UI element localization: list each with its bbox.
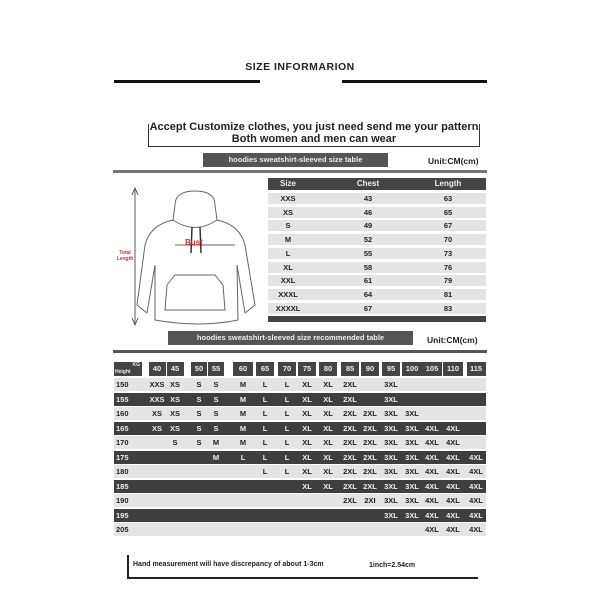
header-size: Size <box>279 179 296 188</box>
hoodie-diagram <box>115 185 265 330</box>
size-cell: S <box>285 221 291 231</box>
size-cell: 3XL <box>384 380 398 389</box>
size-cell: 4XL <box>446 481 460 491</box>
size-cell: S <box>196 380 202 389</box>
header-chest: Chest <box>356 179 380 188</box>
length-cell: 83 <box>443 303 453 313</box>
size-cell: XXS <box>149 394 165 404</box>
height-cell: 155 <box>116 394 129 404</box>
weight-header: 100 <box>402 362 422 376</box>
weight-header: 85 <box>341 362 359 376</box>
size-cell: L <box>262 467 268 476</box>
size-cell: L <box>284 380 290 389</box>
size-cell: L <box>285 248 291 258</box>
size-cell: XL <box>302 394 312 404</box>
size-cell: 3XL <box>384 394 398 404</box>
size-cell: XXL <box>280 276 296 286</box>
length-cell: 76 <box>443 262 453 272</box>
size-cell <box>163 523 187 536</box>
size-cell: 3XL <box>384 438 398 447</box>
size-cell: 4XL <box>425 423 439 433</box>
size-cell: M <box>239 409 247 418</box>
size-cell: 2XL <box>343 438 357 447</box>
total-length-label <box>115 250 135 262</box>
size-cell: 3XL <box>405 409 419 418</box>
size-table-row <box>268 234 486 245</box>
size-cell: M <box>239 394 247 404</box>
size-table-unit: Unit:CM(cm) <box>428 156 479 166</box>
discrepancy-note: Hand measurement will have discrepancy of about 1-3cm <box>133 561 324 568</box>
size-cell: 2XL <box>343 380 357 389</box>
size-cell: M <box>212 452 220 462</box>
size-cell: XL <box>323 394 333 404</box>
size-table-label: hoodies sweatshirt-sleeved size table <box>203 153 388 167</box>
size-cell: L <box>284 409 290 418</box>
size-cell: 4XL <box>446 452 460 462</box>
size-cell: M <box>284 235 292 245</box>
chest-cell: 46 <box>363 207 373 217</box>
size-cell: 4XL <box>425 467 439 476</box>
bust-label: Bust <box>185 238 203 247</box>
size-cell <box>464 436 488 449</box>
size-cell <box>204 494 228 507</box>
size-cell: L <box>262 452 268 462</box>
size-cell: 2XL <box>343 496 357 505</box>
size-cell: S <box>213 380 219 389</box>
size-cell: 2XL <box>363 481 377 491</box>
size-cell: XL <box>283 262 293 272</box>
divider <box>113 350 487 353</box>
size-cell <box>464 393 488 406</box>
size-cell: L <box>262 438 268 447</box>
size-cell <box>464 378 488 391</box>
size-cell: 4XL <box>425 496 439 505</box>
weight-header: 40 <box>149 362 166 376</box>
title-rule-right <box>342 80 487 83</box>
size-cell <box>163 494 187 507</box>
size-cell: 4XL <box>446 525 460 534</box>
weight-header: 110 <box>443 362 463 376</box>
size-cell: XL <box>302 467 312 476</box>
size-cell: 3XL <box>405 423 419 433</box>
height-cell: 150 <box>116 380 129 389</box>
chest-cell: 55 <box>363 248 373 258</box>
size-cell <box>441 393 465 406</box>
size-cell <box>231 494 255 507</box>
corner-header <box>114 362 142 376</box>
weight-header: 65 <box>256 362 274 376</box>
size-cell: 2XL <box>343 409 357 418</box>
size-cell: S <box>213 394 219 404</box>
weight-header: 50 <box>191 362 207 376</box>
size-cell: 3XL <box>384 423 398 433</box>
size-cell: 3XL <box>384 467 398 476</box>
size-cell <box>204 465 228 478</box>
size-cell: L <box>284 394 290 404</box>
size-cell: 3XL <box>405 496 419 505</box>
length-label-line-1: Total <box>119 250 131 256</box>
size-cell <box>163 451 187 464</box>
size-cell: 2XL <box>363 452 377 462</box>
size-cell <box>163 465 187 478</box>
size-cell: S <box>196 423 202 433</box>
size-cell: XL <box>302 380 312 389</box>
chest-cell: 67 <box>363 303 373 313</box>
size-cell: 3XL <box>405 510 419 520</box>
size-cell: L <box>284 438 290 447</box>
size-cell: XL <box>302 438 312 447</box>
recommended-row <box>114 422 486 435</box>
size-cell: 3XL <box>405 452 419 462</box>
recommended-row <box>114 494 486 507</box>
size-cell: 3XL <box>405 438 419 447</box>
size-cell: S <box>213 409 219 418</box>
height-cell: 205 <box>116 525 129 534</box>
weight-header: 60 <box>233 362 253 376</box>
length-cell: 70 <box>443 235 453 245</box>
chest-cell: 58 <box>363 262 373 272</box>
recommended-table-unit: Unit:CM(cm) <box>427 335 478 345</box>
customize-banner <box>148 121 480 147</box>
size-cell: XL <box>302 409 312 418</box>
size-cell: 4XL <box>446 496 460 505</box>
weight-header: 105 <box>422 362 442 376</box>
size-cell: 4XL <box>425 510 439 520</box>
height-cell: 185 <box>116 481 129 491</box>
size-cell: 4XL <box>469 481 483 491</box>
recommended-row <box>114 480 486 493</box>
size-cell: XL <box>323 380 333 389</box>
size-cell: 3XL <box>384 496 398 505</box>
size-cell: XL <box>323 467 333 476</box>
size-cell: 2XL <box>363 423 377 433</box>
size-cell: 4XL <box>425 438 439 447</box>
size-cell <box>316 494 340 507</box>
size-table-header <box>268 178 486 190</box>
size-cell: 2XL <box>363 467 377 476</box>
recommended-row <box>114 465 486 478</box>
size-cell: XL <box>323 481 333 491</box>
size-cell: XS <box>169 409 180 418</box>
size-cell: XL <box>302 481 312 491</box>
height-cell: 195 <box>116 510 129 520</box>
size-table-row <box>268 248 486 259</box>
recommended-row <box>114 509 486 522</box>
recommended-row <box>114 393 486 406</box>
footer-rule <box>127 577 478 579</box>
size-cell: S <box>213 423 219 433</box>
size-cell: 2XL <box>343 452 357 462</box>
weight-header: 70 <box>278 362 296 376</box>
weight-header: 95 <box>382 362 400 376</box>
size-cell: XL <box>302 423 312 433</box>
size-cell: L <box>262 423 268 433</box>
height-cell: 190 <box>116 496 129 505</box>
size-table-row <box>268 262 486 273</box>
size-cell <box>231 523 255 536</box>
size-cell <box>253 509 277 522</box>
size-cell <box>253 523 277 536</box>
size-cell <box>231 509 255 522</box>
chest-cell: 52 <box>363 235 373 245</box>
height-cell: 170 <box>116 438 129 447</box>
weight-header: 90 <box>361 362 379 376</box>
size-cell: 4XL <box>446 510 460 520</box>
size-cell: 3XL <box>384 510 398 520</box>
size-cell: XS <box>282 207 293 217</box>
page-title: SIZE INFORMARION <box>245 61 355 73</box>
length-cell: 65 <box>443 207 453 217</box>
size-cell: 4XL <box>469 467 483 476</box>
size-table-row <box>268 275 486 286</box>
size-cell: 3XL <box>405 481 419 491</box>
height-cell: 160 <box>116 409 129 418</box>
size-cell <box>253 480 277 493</box>
banner-line-1: Accept Customize clothes, you just need send me your pattern <box>149 121 479 133</box>
size-cell <box>441 378 465 391</box>
title-rule-left <box>114 80 260 83</box>
size-cell: 4XL <box>469 510 483 520</box>
size-cell: 3XL <box>384 481 398 491</box>
size-cell: 2XL <box>343 423 357 433</box>
size-cell: 4XL <box>446 438 460 447</box>
size-cell: 4XL <box>469 452 483 462</box>
size-cell: XXS <box>149 380 165 389</box>
size-cell: L <box>262 380 268 389</box>
size-cell: S <box>196 438 202 447</box>
size-cell: 3XL <box>384 452 398 462</box>
length-cell: 79 <box>443 276 453 286</box>
size-cell: S <box>172 438 178 447</box>
size-cell <box>163 480 187 493</box>
size-table-row <box>268 207 486 218</box>
size-cell: 2XL <box>343 394 357 404</box>
height-cell: 165 <box>116 423 129 433</box>
size-cell: L <box>262 394 268 404</box>
size-cell <box>464 407 488 420</box>
size-table-row <box>268 220 486 231</box>
length-label-line-2: Length <box>116 256 134 262</box>
recommended-row <box>114 407 486 420</box>
length-cell: 67 <box>443 221 453 231</box>
size-cell: XS <box>169 380 180 389</box>
size-cell <box>316 509 340 522</box>
size-cell: XXS <box>280 194 296 203</box>
chest-cell: 64 <box>363 289 373 299</box>
length-cell: 73 <box>443 248 453 258</box>
size-cell: XXXXL <box>275 303 301 313</box>
size-cell: M <box>239 423 247 433</box>
size-cell: 4XL <box>425 481 439 491</box>
size-cell: 2XL <box>363 409 377 418</box>
chest-cell: 43 <box>363 194 373 203</box>
chest-cell: 49 <box>363 221 373 231</box>
size-cell: M <box>239 380 247 389</box>
size-cell <box>204 480 228 493</box>
size-cell: 4XL <box>469 525 483 534</box>
recommended-row <box>114 378 486 391</box>
size-cell <box>204 523 228 536</box>
size-cell: 2XL <box>363 438 377 447</box>
size-cell: XL <box>323 452 333 462</box>
size-cell: S <box>196 394 202 404</box>
size-cell: 3XL <box>384 409 398 418</box>
recommended-table-label: hoodies sweatshirt-sleeved size recommended table <box>168 331 413 345</box>
size-table-row <box>268 303 486 314</box>
size-cell: L <box>262 409 268 418</box>
size-cell: XL <box>323 438 333 447</box>
size-cell <box>441 407 465 420</box>
size-table-row <box>268 289 486 300</box>
size-cell: 2XI <box>364 496 376 505</box>
header-length: Length <box>434 179 462 188</box>
height-cell: 175 <box>116 452 129 462</box>
size-cell: 4XL <box>469 496 483 505</box>
size-cell <box>231 480 255 493</box>
size-cell: XL <box>323 409 333 418</box>
weight-header: 115 <box>467 362 486 376</box>
recommended-row <box>114 523 486 536</box>
size-cell: XS <box>169 394 180 404</box>
weight-header: 45 <box>167 362 184 376</box>
banner-line-2: Both women and men can wear <box>231 133 397 145</box>
size-cell <box>464 422 488 435</box>
size-cell: 4XL <box>446 467 460 476</box>
size-cell <box>204 509 228 522</box>
size-cell <box>163 509 187 522</box>
size-cell: XS <box>151 423 162 433</box>
size-cell: XXXL <box>278 289 298 299</box>
size-cell: S <box>196 409 202 418</box>
length-cell: 63 <box>443 194 453 203</box>
size-cell: L <box>240 452 246 462</box>
divider <box>113 170 487 173</box>
size-cell: 4XL <box>425 525 439 534</box>
size-cell: L <box>284 452 290 462</box>
corner-kg: KG <box>132 362 140 368</box>
length-cell: 81 <box>443 289 453 299</box>
recommended-row <box>114 451 486 464</box>
size-cell <box>316 523 340 536</box>
size-cell: XS <box>151 409 162 418</box>
size-cell: 4XL <box>425 452 439 462</box>
size-cell <box>231 465 255 478</box>
size-cell: XL <box>302 452 312 462</box>
size-cell: 2XL <box>343 481 357 491</box>
size-cell: XS <box>169 423 180 433</box>
inch-conversion: 1inch=2.54cm <box>369 562 416 569</box>
size-cell: M <box>239 438 247 447</box>
size-cell: 4XL <box>446 423 460 433</box>
size-cell: L <box>284 467 290 476</box>
height-cell: 180 <box>116 467 129 476</box>
recommended-row <box>114 436 486 449</box>
size-cell: 2XL <box>343 467 357 476</box>
size-cell: M <box>212 438 220 447</box>
size-cell: L <box>284 423 290 433</box>
size-cell: 3XL <box>405 467 419 476</box>
size-table-footer-bar <box>268 316 486 322</box>
chest-cell: 61 <box>363 276 373 286</box>
weight-header: 55 <box>208 362 224 376</box>
size-table-row <box>268 193 486 204</box>
size-cell: XL <box>323 423 333 433</box>
size-cell <box>253 494 277 507</box>
weight-header: 80 <box>319 362 337 376</box>
footer-bracket <box>127 555 129 579</box>
corner-height: Height <box>115 369 131 375</box>
weight-header: 75 <box>298 362 316 376</box>
